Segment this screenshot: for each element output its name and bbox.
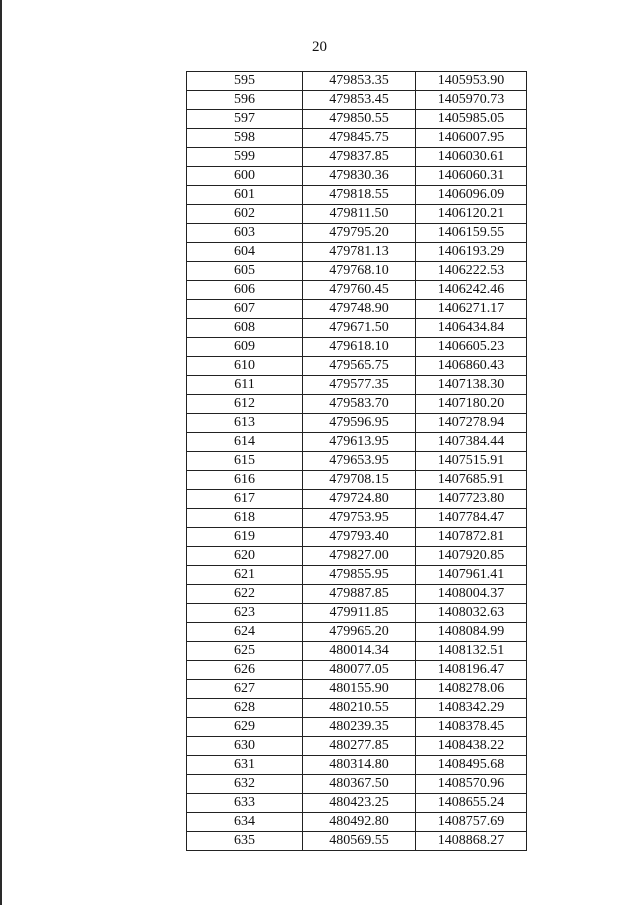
point-number-cell: 629 bbox=[187, 718, 303, 737]
point-number-cell: 605 bbox=[187, 262, 303, 281]
table-row bbox=[187, 72, 527, 91]
point-number-cell: 616 bbox=[187, 471, 303, 490]
table-row bbox=[187, 205, 527, 224]
y-coordinate-cell: 1406120.21 bbox=[416, 205, 527, 224]
x-coordinate-cell: 480277.85 bbox=[303, 737, 416, 756]
point-number-cell: 599 bbox=[187, 148, 303, 167]
y-coordinate-cell: 1406096.09 bbox=[416, 186, 527, 205]
y-coordinate-cell: 1406434.84 bbox=[416, 319, 527, 338]
point-number-cell: 608 bbox=[187, 319, 303, 338]
table-row bbox=[187, 623, 527, 642]
table-row bbox=[187, 471, 527, 490]
table-row bbox=[187, 775, 527, 794]
y-coordinate-cell: 1406271.17 bbox=[416, 300, 527, 319]
x-coordinate-cell: 479724.80 bbox=[303, 490, 416, 509]
point-number-cell: 630 bbox=[187, 737, 303, 756]
table-row bbox=[187, 357, 527, 376]
x-coordinate-cell: 479818.55 bbox=[303, 186, 416, 205]
coordinates-table bbox=[186, 71, 527, 851]
y-coordinate-cell: 1405985.05 bbox=[416, 110, 527, 129]
point-number-cell: 626 bbox=[187, 661, 303, 680]
y-coordinate-cell: 1406242.46 bbox=[416, 281, 527, 300]
x-coordinate-cell: 480492.80 bbox=[303, 813, 416, 832]
x-coordinate-cell: 479811.50 bbox=[303, 205, 416, 224]
table-row bbox=[187, 661, 527, 680]
x-coordinate-cell: 479781.13 bbox=[303, 243, 416, 262]
point-number-cell: 622 bbox=[187, 585, 303, 604]
x-coordinate-cell: 479887.85 bbox=[303, 585, 416, 604]
table-row bbox=[187, 129, 527, 148]
table-row bbox=[187, 680, 527, 699]
y-coordinate-cell: 1408495.68 bbox=[416, 756, 527, 775]
y-coordinate-cell: 1406605.23 bbox=[416, 338, 527, 357]
y-coordinate-cell: 1405953.90 bbox=[416, 72, 527, 91]
table-row bbox=[187, 642, 527, 661]
y-coordinate-cell: 1407180.20 bbox=[416, 395, 527, 414]
table-row bbox=[187, 167, 527, 186]
point-number-cell: 613 bbox=[187, 414, 303, 433]
point-number-cell: 598 bbox=[187, 129, 303, 148]
y-coordinate-cell: 1408084.99 bbox=[416, 623, 527, 642]
point-number-cell: 596 bbox=[187, 91, 303, 110]
point-number-cell: 619 bbox=[187, 528, 303, 547]
point-number-cell: 623 bbox=[187, 604, 303, 623]
x-coordinate-cell: 479708.15 bbox=[303, 471, 416, 490]
x-coordinate-cell: 479830.36 bbox=[303, 167, 416, 186]
point-number-cell: 610 bbox=[187, 357, 303, 376]
x-coordinate-cell: 480569.55 bbox=[303, 832, 416, 851]
x-coordinate-cell: 479653.95 bbox=[303, 452, 416, 471]
point-number-cell: 618 bbox=[187, 509, 303, 528]
point-number-cell: 604 bbox=[187, 243, 303, 262]
y-coordinate-cell: 1407384.44 bbox=[416, 433, 527, 452]
y-coordinate-cell: 1407685.91 bbox=[416, 471, 527, 490]
y-coordinate-cell: 1406159.55 bbox=[416, 224, 527, 243]
x-coordinate-cell: 479671.50 bbox=[303, 319, 416, 338]
point-number-cell: 600 bbox=[187, 167, 303, 186]
y-coordinate-cell: 1408278.06 bbox=[416, 680, 527, 699]
x-coordinate-cell: 479748.90 bbox=[303, 300, 416, 319]
table-row bbox=[187, 699, 527, 718]
y-coordinate-cell: 1408378.45 bbox=[416, 718, 527, 737]
y-coordinate-cell: 1407784.47 bbox=[416, 509, 527, 528]
x-coordinate-cell: 479583.70 bbox=[303, 395, 416, 414]
y-coordinate-cell: 1408196.47 bbox=[416, 661, 527, 680]
point-number-cell: 635 bbox=[187, 832, 303, 851]
table-row bbox=[187, 566, 527, 585]
x-coordinate-cell: 480077.05 bbox=[303, 661, 416, 680]
point-number-cell: 606 bbox=[187, 281, 303, 300]
x-coordinate-cell: 479565.75 bbox=[303, 357, 416, 376]
y-coordinate-cell: 1406222.53 bbox=[416, 262, 527, 281]
point-number-cell: 628 bbox=[187, 699, 303, 718]
y-coordinate-cell: 1408438.22 bbox=[416, 737, 527, 756]
x-coordinate-cell: 480210.55 bbox=[303, 699, 416, 718]
table-row bbox=[187, 509, 527, 528]
point-number-cell: 595 bbox=[187, 72, 303, 91]
x-coordinate-cell: 480314.80 bbox=[303, 756, 416, 775]
table-row bbox=[187, 186, 527, 205]
x-coordinate-cell: 480239.35 bbox=[303, 718, 416, 737]
table-row bbox=[187, 281, 527, 300]
point-number-cell: 627 bbox=[187, 680, 303, 699]
y-coordinate-cell: 1407872.81 bbox=[416, 528, 527, 547]
y-coordinate-cell: 1408655.24 bbox=[416, 794, 527, 813]
x-coordinate-cell: 479613.95 bbox=[303, 433, 416, 452]
y-coordinate-cell: 1408757.69 bbox=[416, 813, 527, 832]
x-coordinate-cell: 479855.95 bbox=[303, 566, 416, 585]
x-coordinate-cell: 479853.45 bbox=[303, 91, 416, 110]
table-row bbox=[187, 452, 527, 471]
point-number-cell: 634 bbox=[187, 813, 303, 832]
point-number-cell: 603 bbox=[187, 224, 303, 243]
x-coordinate-cell: 479827.00 bbox=[303, 547, 416, 566]
table-row bbox=[187, 395, 527, 414]
y-coordinate-cell: 1407278.94 bbox=[416, 414, 527, 433]
y-coordinate-cell: 1406007.95 bbox=[416, 129, 527, 148]
table-row bbox=[187, 243, 527, 262]
y-coordinate-cell: 1406860.43 bbox=[416, 357, 527, 376]
page-left-edge bbox=[0, 0, 2, 905]
x-coordinate-cell: 479753.95 bbox=[303, 509, 416, 528]
y-coordinate-cell: 1407515.91 bbox=[416, 452, 527, 471]
table-row bbox=[187, 794, 527, 813]
table-row bbox=[187, 338, 527, 357]
table-row bbox=[187, 813, 527, 832]
table-row bbox=[187, 832, 527, 851]
point-number-cell: 632 bbox=[187, 775, 303, 794]
y-coordinate-cell: 1406060.31 bbox=[416, 167, 527, 186]
point-number-cell: 621 bbox=[187, 566, 303, 585]
point-number-cell: 617 bbox=[187, 490, 303, 509]
point-number-cell: 612 bbox=[187, 395, 303, 414]
table-row bbox=[187, 490, 527, 509]
y-coordinate-cell: 1408032.63 bbox=[416, 604, 527, 623]
y-coordinate-cell: 1408132.51 bbox=[416, 642, 527, 661]
table-row bbox=[187, 148, 527, 167]
table-row bbox=[187, 756, 527, 775]
table-row bbox=[187, 547, 527, 566]
table-row bbox=[187, 376, 527, 395]
x-coordinate-cell: 480014.34 bbox=[303, 642, 416, 661]
x-coordinate-cell: 479768.10 bbox=[303, 262, 416, 281]
point-number-cell: 633 bbox=[187, 794, 303, 813]
coordinates-table-body bbox=[187, 72, 527, 851]
point-number-cell: 625 bbox=[187, 642, 303, 661]
table-row bbox=[187, 718, 527, 737]
y-coordinate-cell: 1407138.30 bbox=[416, 376, 527, 395]
point-number-cell: 615 bbox=[187, 452, 303, 471]
x-coordinate-cell: 480423.25 bbox=[303, 794, 416, 813]
table-row bbox=[187, 224, 527, 243]
x-coordinate-cell: 479965.20 bbox=[303, 623, 416, 642]
x-coordinate-cell: 479760.45 bbox=[303, 281, 416, 300]
table-row bbox=[187, 300, 527, 319]
y-coordinate-cell: 1406030.61 bbox=[416, 148, 527, 167]
y-coordinate-cell: 1407920.85 bbox=[416, 547, 527, 566]
point-number-cell: 597 bbox=[187, 110, 303, 129]
x-coordinate-cell: 480367.50 bbox=[303, 775, 416, 794]
table-row bbox=[187, 91, 527, 110]
y-coordinate-cell: 1407723.80 bbox=[416, 490, 527, 509]
point-number-cell: 601 bbox=[187, 186, 303, 205]
point-number-cell: 602 bbox=[187, 205, 303, 224]
y-coordinate-cell: 1408570.96 bbox=[416, 775, 527, 794]
x-coordinate-cell: 480155.90 bbox=[303, 680, 416, 699]
point-number-cell: 609 bbox=[187, 338, 303, 357]
table-row bbox=[187, 319, 527, 338]
y-coordinate-cell: 1408342.29 bbox=[416, 699, 527, 718]
x-coordinate-cell: 479577.35 bbox=[303, 376, 416, 395]
x-coordinate-cell: 479618.10 bbox=[303, 338, 416, 357]
x-coordinate-cell: 479795.20 bbox=[303, 224, 416, 243]
point-number-cell: 611 bbox=[187, 376, 303, 395]
y-coordinate-cell: 1408868.27 bbox=[416, 832, 527, 851]
y-coordinate-cell: 1406193.29 bbox=[416, 243, 527, 262]
table-row bbox=[187, 262, 527, 281]
x-coordinate-cell: 479837.85 bbox=[303, 148, 416, 167]
point-number-cell: 614 bbox=[187, 433, 303, 452]
table-row bbox=[187, 414, 527, 433]
point-number-cell: 607 bbox=[187, 300, 303, 319]
table-row bbox=[187, 737, 527, 756]
x-coordinate-cell: 479596.95 bbox=[303, 414, 416, 433]
x-coordinate-cell: 479911.85 bbox=[303, 604, 416, 623]
table-row bbox=[187, 585, 527, 604]
x-coordinate-cell: 479850.55 bbox=[303, 110, 416, 129]
table-row bbox=[187, 110, 527, 129]
table-row bbox=[187, 528, 527, 547]
y-coordinate-cell: 1405970.73 bbox=[416, 91, 527, 110]
table-row bbox=[187, 604, 527, 623]
y-coordinate-cell: 1408004.37 bbox=[416, 585, 527, 604]
point-number-cell: 624 bbox=[187, 623, 303, 642]
x-coordinate-cell: 479845.75 bbox=[303, 129, 416, 148]
y-coordinate-cell: 1407961.41 bbox=[416, 566, 527, 585]
point-number-cell: 631 bbox=[187, 756, 303, 775]
point-number-cell: 620 bbox=[187, 547, 303, 566]
page-number: 20 bbox=[312, 39, 327, 55]
x-coordinate-cell: 479853.35 bbox=[303, 72, 416, 91]
x-coordinate-cell: 479793.40 bbox=[303, 528, 416, 547]
table-row bbox=[187, 433, 527, 452]
